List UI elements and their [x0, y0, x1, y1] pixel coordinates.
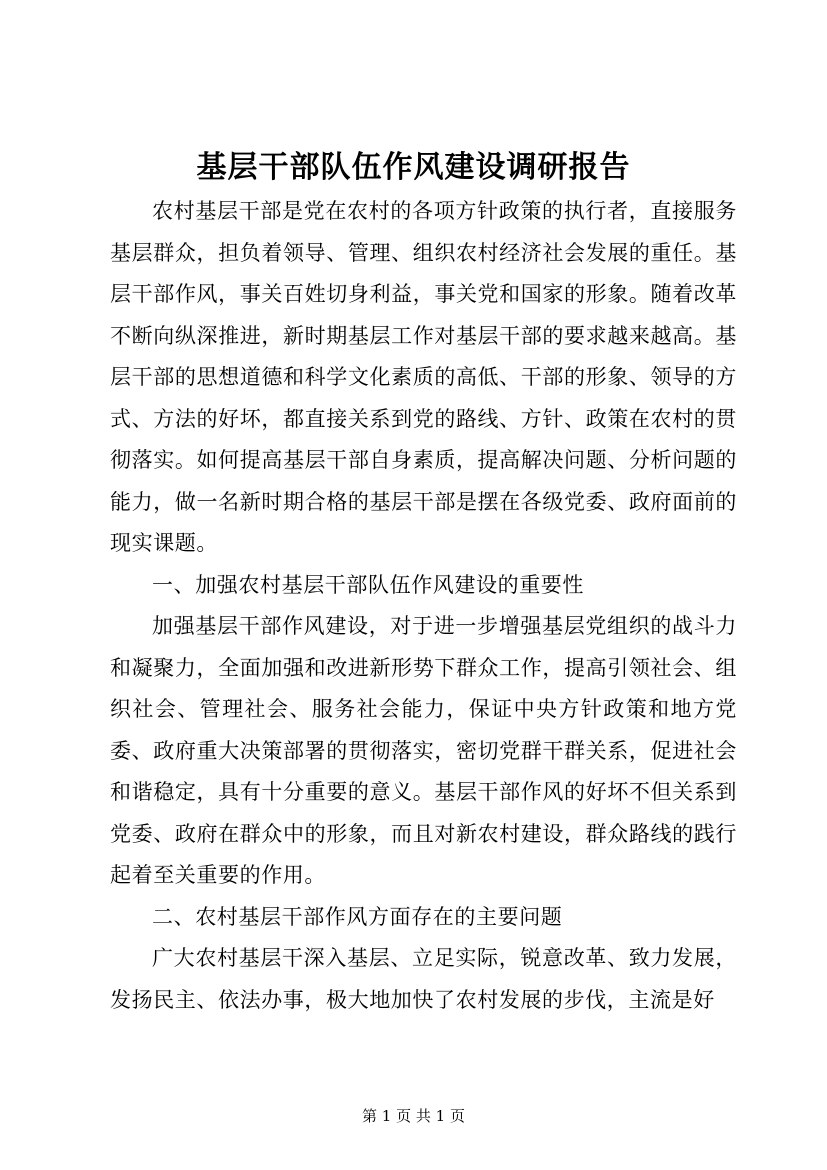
section-1-paragraph: 加强基层干部作风建设，对于进一步增强基层党组织的战斗力和凝聚力，全面加强和改进新形势下群众工作，提高引领社会、组织社会、管理社会、服务社会能力，保证中央方针政策和地方党委、政府重大决策部署的贯彻落实，密切党群干群关系，促进社会和谐稳定，具有十分重要的意义。基层干部作风的好坏不但关系到党委、政府在群众中的形象，而且对新农村建设，群众路线的践行起着至关重要的作用。: [110, 614, 737, 887]
section-2-heading: 二、农村基层干部作风方面存在的主要问题: [152, 904, 563, 929]
document-body: [110, 191, 737, 1021]
document-title: 基层干部队伍作风建设调研报告: [196, 150, 631, 185]
section-2-paragraph: 广大农村基层干深入基层、立足实际，锐意改革、致力发展，发扬民主、依法办事，极大地加快了农村发展的步伐，主流是好: [110, 946, 737, 1012]
page-footer: 第 1 页 共 1 页: [362, 1107, 465, 1125]
section-1-heading: 一、加强农村基层干部队伍作风建设的重要性: [152, 572, 584, 597]
intro-paragraph: 农村基层干部是党在农村的各项方针政策的执行者，直接服务基层群众，担负着领导、管理、组织农村经济社会发展的重任。基层干部作风，事关百姓切身利益，事关党和国家的形象。随着改革不断向纵深推进，新时期基层工作对基层干部的要求越来越高。基层干部的思想道德和科学文化素质的高低、干部的形象、领导的方式、方法的好坏，都直接关系到党的路线、方针、政策在农村的贯彻落实。如何提高基层干部自身素质，提高解决问题、分析问题的能力，做一名新时期合格的基层干部是摆在各级党委、政府面前的现实课题。: [110, 199, 737, 555]
